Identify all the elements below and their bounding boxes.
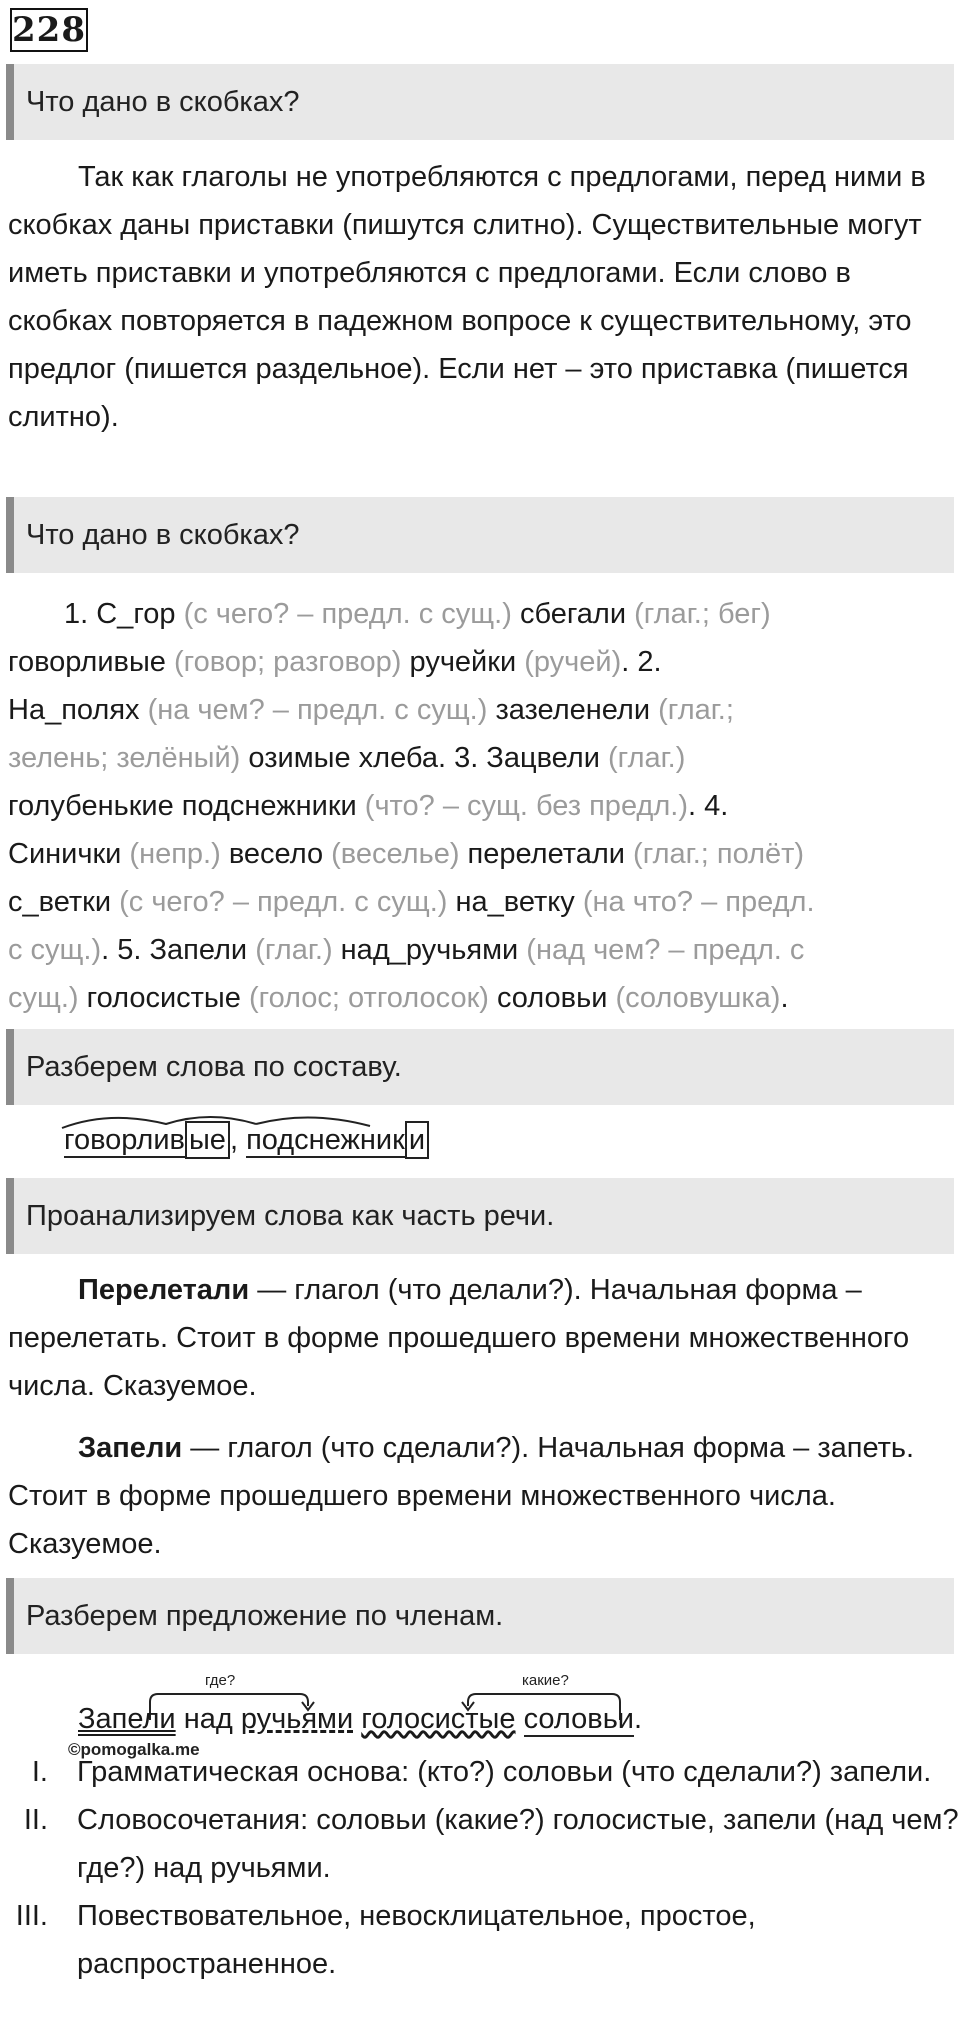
example-word: . — [780, 982, 789, 1014]
example-word: . 2. — [621, 646, 662, 678]
list-text: Словосочетания: соловьи (какие?) голосистые, запели (над чем? где?) над ручьями. — [77, 1804, 959, 1884]
example-hint: (глаг.; полёт) — [633, 838, 805, 870]
example-line — [8, 974, 952, 1022]
example-hint: (говор; разговор) — [173, 646, 410, 678]
example-line — [8, 638, 952, 686]
morpheme-analysis — [64, 1116, 960, 1164]
section-header-5: Разберем предложение по членам. — [6, 1578, 954, 1654]
example-hint: (на чем? – предл. с сущ.) — [147, 694, 496, 726]
sentence-adverbial: ручьями — [240, 1703, 354, 1735]
example-hint: (глаг.; — [658, 694, 734, 726]
example-hint: (веселье) — [331, 838, 468, 870]
analysis-word-1: Перелетали — [78, 1274, 250, 1306]
example-hint: (непр.) — [129, 838, 229, 870]
example-word: соловьи — [496, 982, 616, 1014]
ending-box-2: и — [405, 1121, 429, 1159]
intro-paragraph: Так как глаголы не употребляются с предлогами, перед ними в скобках даны приставки (пишутся слитно). Существительные могут иметь приставки и употребляются с предлогами. Если слово в скобках повторяется в падежном вопросе к существительному, это предлог (пишется раздельное). Если нет – это приставка (пишется слитно). — [8, 161, 926, 433]
example-hint: (что? – сущ. без предл.) — [364, 790, 688, 822]
sentence-attribute: голосистые — [361, 1703, 516, 1735]
example-hint: (ручей) — [524, 646, 622, 678]
analysis-paragraph-1 — [8, 1266, 952, 1410]
section-header-3: Разберем слова по составу. — [6, 1029, 954, 1105]
sentence-subject: соловьи — [523, 1703, 635, 1735]
example-hint: (соловушка) — [615, 982, 781, 1014]
example-word: зазеленели — [495, 694, 659, 726]
example-word: . 5. Запели — [101, 934, 256, 966]
example-hint: (глаг.; бег) — [634, 598, 771, 630]
example-word: 1. С_гор — [64, 598, 184, 630]
analysis-word-2: Запели — [78, 1432, 183, 1464]
copyright: ©pomogalka.me — [68, 1740, 200, 1759]
example-word: ручейки — [409, 646, 525, 678]
section-header-4: Проанализируем слова как часть речи. — [6, 1178, 954, 1254]
example-word: озимые хлеба. 3. Зацвели — [248, 742, 608, 774]
word-stem-1: говорлив — [64, 1124, 185, 1156]
list-text: Грамматическая основа: (кто?) соловьи (что сделали?) запели. — [77, 1756, 932, 1788]
root-arc-icon — [60, 1110, 440, 1130]
question-label-2: какие? — [522, 1672, 569, 1689]
example-word: голубенькие подснежники — [8, 790, 365, 822]
analysis-text-1: — глагол (что делали?). Начальная форма – перелетать. Стоит в форме прошедшего времени множественного числа. Сказуемое. — [8, 1274, 910, 1402]
example-word: Синички — [8, 838, 130, 870]
list-number: I. — [31, 1756, 48, 1788]
example-hint: (над чем? – предл. с — [526, 934, 805, 966]
sentence-space-2 — [516, 1703, 524, 1735]
parsed-sentence — [78, 1695, 642, 1743]
example-line — [8, 734, 952, 782]
example-hint: с сущ.) — [8, 934, 102, 966]
summary-list — [0, 1748, 960, 1988]
example-word: весело — [228, 838, 332, 870]
sentence-word-2: над — [175, 1703, 241, 1735]
list-text: Повествовательное, невосклицательное, простое, распространенное. — [77, 1900, 756, 1980]
example-word: сбегали — [519, 598, 635, 630]
example-line — [8, 878, 952, 926]
example-line — [8, 782, 952, 830]
example-word: с_ветки — [8, 886, 120, 918]
example-hint: зелень; зелёный) — [8, 742, 249, 774]
example-hint: (на что? – предл. — [582, 886, 815, 918]
example-word: говорливые — [8, 646, 174, 678]
analysis-paragraph-2 — [8, 1424, 952, 1568]
sentence-predicate: Запели — [78, 1703, 176, 1735]
list-number: II. — [23, 1804, 48, 1836]
section-header-1: Что дано в скобках? — [6, 64, 954, 140]
example-hint: сущ.) — [8, 982, 87, 1014]
example-hint: (голос; отголосок) — [248, 982, 497, 1014]
example-hint: (с чего? – предл. с сущ.) — [183, 598, 520, 630]
list-item — [0, 1892, 960, 1988]
example-line — [8, 926, 952, 974]
example-word: голосистые — [86, 982, 249, 1014]
exercise-number: 228 — [10, 8, 88, 52]
sentence-period: . — [634, 1703, 643, 1735]
example-word: над_ручьями — [340, 934, 527, 966]
section-header-2: Что дано в скобках? — [6, 497, 954, 573]
example-word: перелетали — [467, 838, 634, 870]
list-item — [0, 1748, 960, 1796]
ending-box-1: ые — [185, 1121, 230, 1159]
example-line — [8, 830, 952, 878]
example-word: На_полях — [8, 694, 148, 726]
example-word: на_ветку — [455, 886, 583, 918]
example-hint: (глаг.) — [608, 742, 686, 774]
list-number: III. — [15, 1900, 48, 1932]
word-stem-2: подснежник — [246, 1124, 405, 1156]
example-word: . 4. — [688, 790, 729, 822]
list-item — [0, 1796, 960, 1892]
example-line — [8, 590, 952, 638]
example-hint: (с чего? – предл. с сущ.) — [119, 886, 456, 918]
separator: , — [229, 1124, 247, 1156]
example-hint: (глаг.) — [255, 934, 341, 966]
question-label-1: где? — [205, 1672, 236, 1689]
example-line — [8, 686, 952, 734]
analysis-text-2: — глагол (что сделали?). Начальная форма – запеть. Стоит в форме прошедшего времени множественного числа. Сказуемое. — [8, 1432, 915, 1560]
example-text — [8, 590, 952, 1022]
